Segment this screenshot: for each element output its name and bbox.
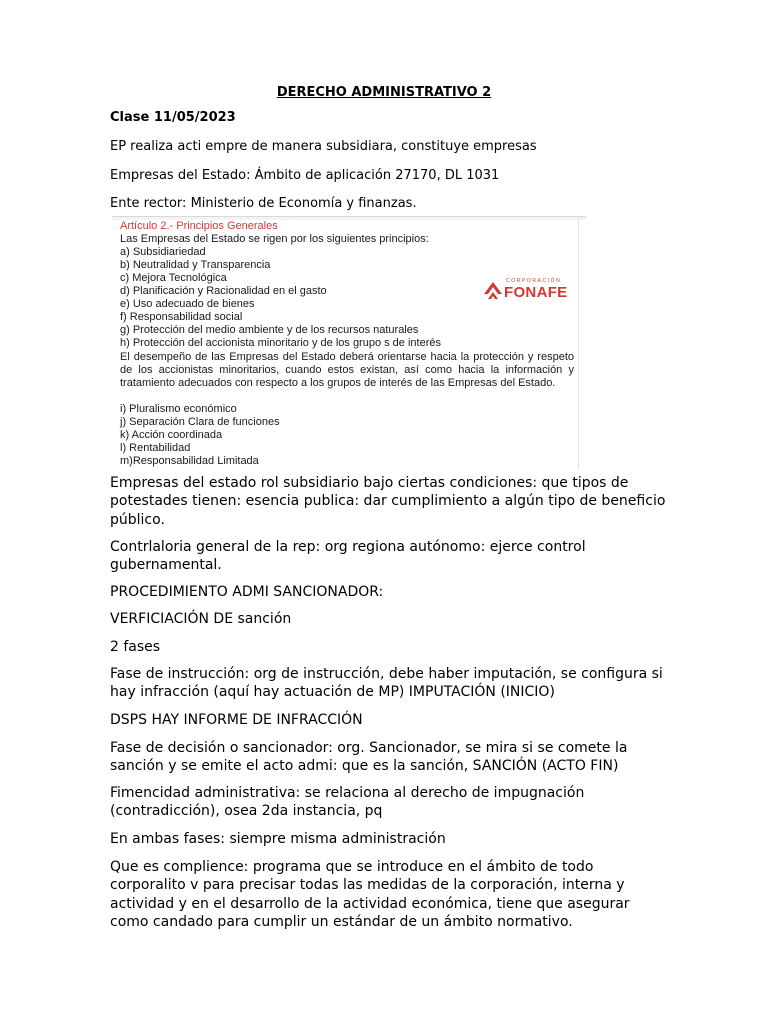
principle-item: f) Responsabilidad social — [120, 311, 243, 323]
body-paragraph: Contrlaloria general de la rep: org regiona autónomo: ejerce control gubernamental. — [110, 539, 586, 574]
fonafe-logo-icon — [484, 282, 502, 302]
embedded-article-image — [112, 216, 586, 470]
principle-item: g) Protección del medio ambiente y de los recursos naturales — [120, 324, 419, 336]
logo-name: FONAFE — [504, 284, 568, 301]
article-paragraph: El desempeño de las Empresas del Estado deberá orientarse hacia la protección y respeto de los accionistas minoritarios, cuando estos existan, así como hacia la información y tratamiento adecuados con respecto a los grupos de interés de las Empresas del Estado. — [120, 351, 574, 389]
fonafe-logo — [484, 278, 568, 304]
principle-item: h) Protección del accionista minoritario y de los grupo s de interés — [120, 337, 441, 349]
principle-item: i) Pluralismo económico — [120, 403, 237, 415]
principle-item: a) Subsidiariedad — [120, 246, 206, 258]
principle-item: c) Mejora Tecnológica — [120, 272, 227, 284]
body-paragraph: Fase de decisión o sancionador: org. Sancionador, se mira si se comete la sanción y se emite el acto admi: que es la sanción, SANCIÓN (ACTO FIN) — [110, 740, 628, 775]
body-paragraph: DSPS HAY INFORME DE INFRACCIÓN — [110, 712, 363, 728]
body-paragraph: Fase de instrucción: org de instrucción, debe haber imputación, se configura si hay infracción (aquí hay actuación de MP) IMPUTACIÓN (INICIO) — [110, 666, 663, 701]
body-paragraph: Fimencidad administrativa: se relaciona al derecho de impugnación (contradicción), osea 2da instancia, pq — [110, 785, 585, 820]
principle-item: e) Uso adecuado de bienes — [120, 298, 255, 310]
page-title: DERECHO ADMINISTRATIVO 2 — [276, 85, 492, 100]
body-paragraph: En ambas fases: siempre misma administración — [110, 831, 446, 847]
principle-item: j) Separación Clara de funciones — [120, 416, 280, 428]
principle-item: k) Acción coordinada — [120, 429, 223, 441]
body-paragraph: VERFICIACIÓN DE sanción — [110, 611, 292, 627]
image-right-edge — [578, 216, 579, 470]
intro-line: Ente rector: Ministerio de Economía y finanzas. — [110, 196, 417, 211]
intro-line: Empresas del Estado: Ámbito de aplicación 27170, DL 1031 — [110, 168, 500, 183]
body-paragraph: Empresas del estado rol subsidiario bajo ciertas condiciones: que tipos de potestades tienen: esencia publica: dar cumplimiento a algún tipo de beneficio público. — [110, 475, 666, 528]
intro-line: EP realiza acti empre de manera subsidiara, constituye empresas — [110, 139, 537, 154]
principle-item: m)Responsabilidad Limitada — [120, 455, 259, 467]
body-paragraph: PROCEDIMIENTO ADMI SANCIONADOR: — [110, 584, 384, 600]
article-intro: Las Empresas del Estado se rigen por los siguientes principios: — [120, 233, 429, 245]
body-paragraph: 2 fases — [110, 639, 161, 655]
article-heading: Artículo 2.- Principios Generales — [120, 220, 278, 232]
class-date: Clase 11/05/2023 — [110, 110, 236, 125]
logo-top-text: CORPORACIÓN — [506, 278, 562, 284]
principle-item: l) Rentabilidad — [120, 442, 191, 454]
principle-item: d) Planificación y Racionalidad en el gasto — [120, 285, 327, 297]
principle-item: b) Neutralidad y Transparencia — [120, 259, 271, 271]
body-paragraph: Que es complience: programa que se introduce en el ámbito de todo corporalito v para precisar todas las medidas de la corporación, interna y actividad y en el desarrollo de la actividad económica, tiene que asegurar como candado para cumplir un estándar de un ámbito normativo. — [110, 859, 630, 930]
